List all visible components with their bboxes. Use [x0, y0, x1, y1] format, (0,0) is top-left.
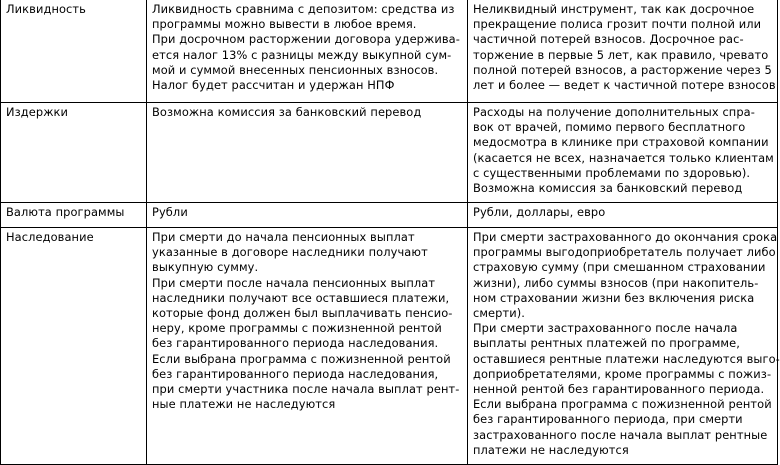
paragraph [152, 352, 462, 413]
text-line: лет и более — ведет к частичной потере взносов [473, 78, 776, 93]
text-line: которые фонд должен был выплачивать пенсио- [152, 306, 453, 321]
text-line: При смерти застрахованного до окончания срока [473, 230, 778, 244]
text-line: частичной потерей взносов. Досрочное рас- [473, 32, 744, 47]
paragraph [152, 2, 462, 32]
text-line: без гарантированного периода, при смерти [473, 412, 743, 427]
text-line: ные платежи не наследуются [152, 397, 336, 412]
text-line: При смерти застрахованного после начала [473, 321, 738, 336]
paragraph [152, 32, 462, 93]
cell-paragraphs [152, 105, 462, 120]
text-line: программы можно вывести в любое время. [152, 17, 417, 32]
paragraph [152, 205, 462, 220]
text-line: Если выбрана программа с пожизненной рентой [473, 397, 772, 412]
row-label: Валюта программы [6, 205, 125, 219]
cell-paragraphs [473, 205, 772, 220]
paragraph [473, 2, 776, 93]
row-label-cell [1, 228, 147, 465]
text-line: медосмотра в клинике при страховой компании [473, 135, 769, 150]
text-line: ненной рентой без гарантированного периода. [473, 382, 765, 397]
table-row [1, 203, 778, 228]
text-line: вок от врачей, помимо первого бесплатного [473, 120, 746, 135]
cell-paragraphs [152, 205, 462, 220]
paragraph [473, 397, 772, 458]
text-line: программы выгодоприобретатель получает либо [473, 245, 776, 260]
text-line: Расходы на получение дополнительных спра- [473, 105, 755, 119]
cell-paragraphs [473, 2, 776, 93]
text-line: ном страховании жизни без включения риска [473, 290, 755, 305]
text-line: (касается не всех, назначается только клиентам [473, 150, 774, 165]
paragraph [152, 230, 462, 276]
paragraph [473, 230, 778, 321]
paragraph [152, 105, 462, 120]
text-line: неру, кроме программы с пожизненной рентой [152, 321, 442, 336]
text-line: ется налог 13% с разницы между выкупной сум- [152, 47, 452, 62]
paragraph [473, 321, 780, 397]
text-line: без гарантированного периода наследования, [152, 366, 439, 381]
text-line: При досрочном расторжении договора удержива- [152, 32, 460, 47]
row-col3-cell [468, 203, 778, 228]
cell-paragraphs [473, 105, 772, 196]
text-line: прекращение полиса грозит почти полной или [473, 17, 762, 32]
text-line: При смерти после начала пенсионных выплат [152, 275, 436, 290]
row-label-cell [1, 0, 147, 103]
row-col2-cell [147, 103, 468, 203]
row-label: Издержки [6, 105, 69, 119]
text-line: жизни), либо суммы взносов (при накопитель- [473, 275, 759, 290]
text-line: при смерти участника после начала выплат рент- [152, 382, 460, 397]
table-row [1, 0, 778, 103]
text-line: Возможна комиссия за банковский перевод [152, 105, 422, 119]
text-line: Неликвидный инструмент, так как досрочное [473, 2, 755, 16]
text-line: застрахованного после начала выплат рентные [473, 427, 768, 442]
text-line: с существенными проблемами по здоровью). [473, 165, 751, 180]
text-line: смерти). [473, 306, 525, 321]
row-label: Наследование [6, 230, 94, 244]
text-line: мой и суммой внесенных пенсионных взносов. [152, 62, 439, 77]
text-line: без гарантированного периода наследования. [152, 336, 439, 351]
table-row [1, 103, 778, 203]
text-line: платежи не наследуются [473, 442, 629, 457]
row-col3-cell [468, 0, 778, 103]
text-line: доприобретателями, кроме программы с пожиз- [473, 366, 772, 381]
row-label-cell [1, 203, 147, 228]
paragraph [473, 105, 772, 196]
row-label-cell [1, 103, 147, 203]
text-line: Ликвидность сравнима с депозитом: средства из [152, 2, 455, 16]
row-col2-cell [147, 203, 468, 228]
table-row [1, 228, 778, 465]
text-line: При смерти до начала пенсионных выплат [152, 230, 415, 244]
text-line: Налог будет рассчитан и удержан НПФ [152, 78, 395, 93]
table-body [1, 0, 778, 465]
row-label: Ликвидность [6, 2, 86, 16]
text-line: Рубли, доллары, евро [473, 205, 606, 219]
paragraph [152, 276, 462, 352]
paragraph [473, 205, 772, 220]
text-line: наследники получают все оставшиеся платежи, [152, 290, 450, 305]
text-line: указанные в договоре наследники получают [152, 245, 428, 260]
text-line: Если выбрана программа с пожизненной рентой [152, 351, 451, 366]
row-col2-cell [147, 228, 468, 465]
row-col2-cell [147, 0, 468, 103]
text-line: Рубли [152, 205, 188, 219]
cell-paragraphs [152, 2, 462, 93]
text-line: полной потерей взносов, а расторжение через 5 [473, 62, 772, 77]
text-line: страховую сумму (при смешанном страховании [473, 260, 766, 275]
text-line: торжение в первые 5 лет, как правило, чревато [473, 47, 769, 62]
text-line: Возможна комиссия за банковский перевод [473, 181, 743, 196]
row-col3-cell [468, 103, 778, 203]
cell-paragraphs [473, 230, 780, 458]
cell-paragraphs [152, 230, 462, 412]
row-col3-cell [468, 228, 778, 465]
text-line: оставшиеся рентные платежи наследуются выго- [473, 351, 780, 366]
text-line: выплаты рентных платежей по программе, [473, 336, 740, 351]
text-line: выкупную сумму. [152, 260, 259, 275]
